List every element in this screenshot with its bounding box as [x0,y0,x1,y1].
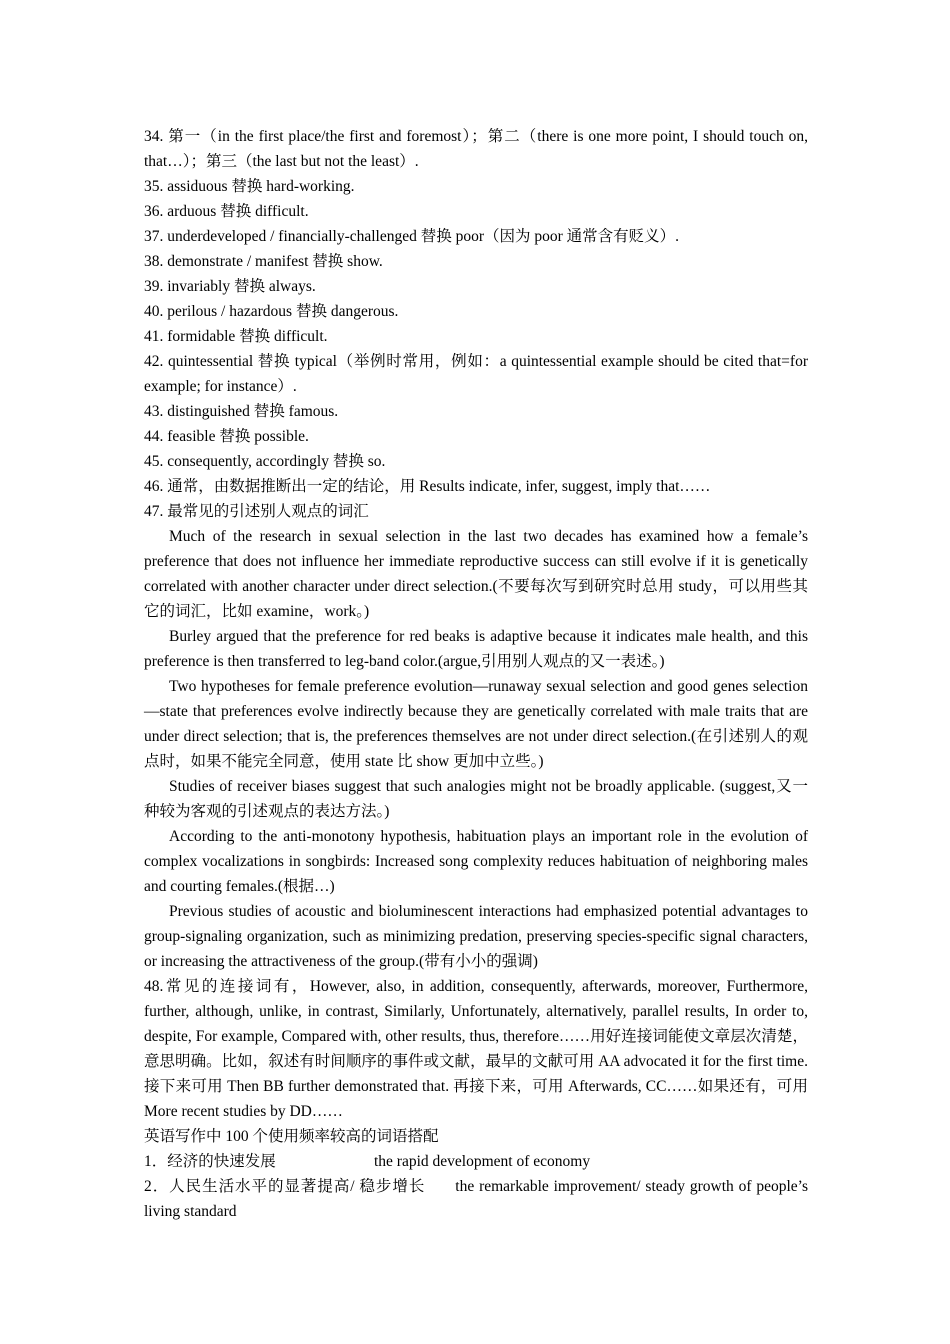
list-item-37: 37. underdeveloped / financially-challenged 替换 poor（因为 poor 通常含有贬义）. [144,228,680,245]
example-paragraph-examine: Much of the research in sexual selection in the last two decades has examined how a female’s preference that does not influence her immediate reproductive success can still evolve if it is genetically correlated with another character under direct selection.(不要每次写到研究时总用 study，可以用些其它的词汇，比如 examine，work。) [144,528,808,620]
list-item-35: 35. assiduous 替换 hard-working. [144,178,355,195]
example-paragraph-argue: Burley argued that the preference for red beaks is adaptive because it indicates male health, and this preference is then transferred to leg-band color.(argue,引用别人观点的又一表述。) [144,628,808,670]
list-item-46: 46. 通常，由数据推断出一定的结论，用 Results indicate, infer, suggest, imply that…… [144,478,711,495]
phrase-row-1 [144,1149,808,1174]
document-page [144,124,808,1224]
phrase-row-2 [144,1174,808,1224]
example-paragraph-state: Two hypotheses for female preference evolution—runaway sexual selection and good genes selection—state that preferences evolve indirectly because they are genetically correlated with male traits that are under direct selection; that is, the preferences themselves are not under direct selection.(在引述别人的观点时，如果不能完全同意，使用 state 比 show 更加中立些。) [144,678,808,770]
list-item-43: 43. distinguished 替换 famous. [144,403,339,420]
section-heading: 英语写作中 100 个使用频率较高的词语搭配 [144,1128,439,1145]
list-item-34: 34. 第一（in the first place/the first and foremost）；第二（there is one more point, I should touch on, that…）；第三（the last but not the least）. [144,128,808,170]
list-item-41: 41. formidable 替换 difficult. [144,328,328,345]
phrase-english: the remarkable improvement/ steady growth of people’s living standard [144,1178,809,1220]
list-item-44: 44. feasible 替换 possible. [144,428,309,445]
list-item-45: 45. consequently, accordingly 替换 so. [144,453,386,470]
example-paragraph-suggest: Studies of receiver biases suggest that such analogies might not be broadly applicable. (suggest,又一种较为客观的引述观点的表达方法。) [144,778,808,820]
list-item-42: 42. quintessential 替换 typical（举例时常用，例如：a quintessential example should be cited that=for example; for instance）. [144,353,808,395]
list-item-36: 36. arduous 替换 difficult. [144,203,309,220]
phrase-chinese: 1．经济的快速发展 [144,1153,276,1170]
example-paragraph-emphasized: Previous studies of acoustic and bioluminescent interactions had emphasized potential advantages to group-signaling organization, such as minimizing predation, preserving species-specific signal characters, or increasing the attractiveness of the group.(带有小小的强调) [144,903,808,970]
list-item-40: 40. perilous / hazardous 替换 dangerous. [144,303,399,320]
list-item-39: 39. invariably 替换 always. [144,278,316,295]
phrase-chinese: 2．人民生活水平的显著提高/ 稳步增长 [144,1178,426,1195]
list-item-47-heading: 47. 最常见的引述别人观点的词汇 [144,503,369,520]
list-item-38: 38. demonstrate / manifest 替换 show. [144,253,383,270]
list-item-48: 48.常见的连接词有，However, also, in addition, consequently, afterwards, moreover, Furthermore, further, although, unlike, in contrast, Similarly, Unfortunately, alternatively, parallel results, In order to, despite, For example, Compared with, other results, thus, therefore……用好连接词能使文章层次清楚，意思明确。比如，叙述有时间顺序的事件或文献，最早的文献可用 AA advocated it for the first time.接下来可用 Then BB further demonstrated that. 再接下来，可用 Afterwards, CC……如果还有，可用 More recent studies by DD…… [144,978,808,1120]
example-paragraph-according-to: According to the anti-monotony hypothesis, habituation plays an important role in the evolution of complex vocalizations in songbirds: Increased song complexity reduces habituation of neighboring males and courting females.(根据…) [144,828,808,895]
phrase-english: the rapid development of economy [374,1153,591,1170]
